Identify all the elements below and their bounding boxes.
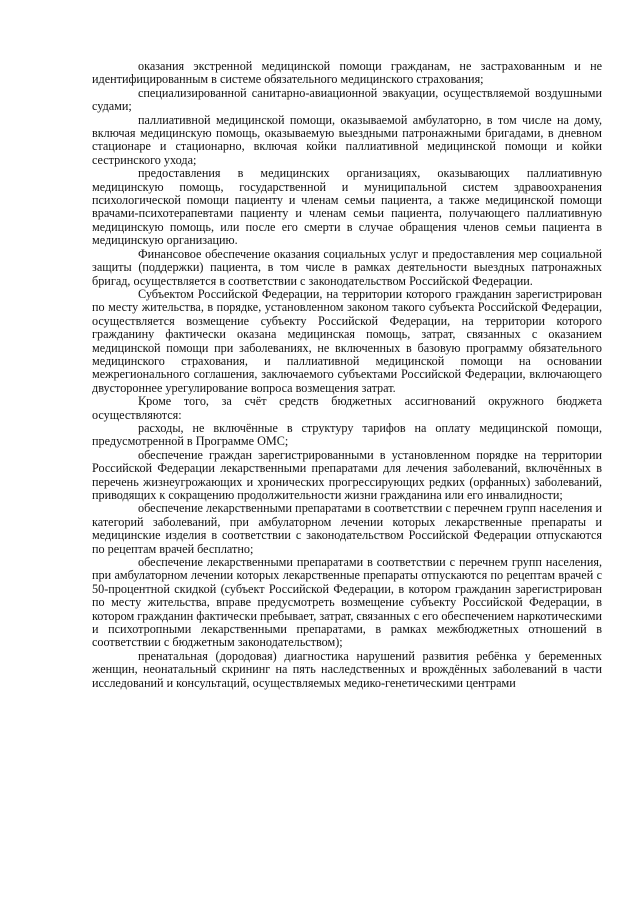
document-page <box>92 60 602 690</box>
paragraph-emergency-care: оказания экстренной медицинской помощи гражданам, не застрахованным и не идентифицированным в системе обязательного медицинского страхования; <box>92 59 602 87</box>
paragraph-prenatal-diagnostics: пренатальная (дородовая) диагностика нарушений развития ребёнка у беременных женщин, неонатальный скрининг на пять наследственных и врождённых заболеваний в части исследований и консультаций, осуществляемых медико-генетическими центрами <box>92 648 602 690</box>
paragraph-psychological-help: предоставления в медицинских организациях, оказывающих паллиативную медицинскую помощь, государственной и муниципальной систем здравоохранения психологической помощи пациенту и членам семьи пациента, а также медицинской помощи врачами-психотерапевтами пациенту и членам семьи пациента, получающего паллиативную медицинскую помощь, или после его смерти в случае обращения членов семьи пациента в медицинскую организацию. <box>92 166 602 248</box>
paragraph-orphan-diseases: обеспечение граждан зарегистрированными в установленном порядке на территории Российской Федерации лекарственными препаратами для лечения заболеваний, включённых в перечень жизнеугрожающих и хронических прогрессирующих редких (орфанных) заболеваний, приводящих к сокращению продолжительности жизни гражданина или его инвалидности; <box>92 447 602 502</box>
paragraph-district-budget-intro: Кроме того, за счёт средств бюджетных ассигнований окружного бюджета осуществляются: <box>92 394 602 422</box>
paragraph-cost-reimbursement: Субъектом Российской Федерации, на территории которого гражданин зарегистрирован по месту жительства, в порядке, установленном законом такого субъекта Российской Федерации, осуществляется возмещение субъекту Российской Федерации, на территории которого гражданину фактически оказана медицинская помощь, затрат, связанных с оказанием медицинской помощи при заболеваниях, не включенных в базовую программу обязательного медицинского страхования, и паллиативной медицинской помощи на основании межрегионального соглашения, заключаемого субъектами Российской Федерации, включающего двустороннее урегулирование вопроса возмещения затрат. <box>92 286 602 395</box>
paragraph-excluded-expenses: расходы, не включённые в структуру тарифов на оплату медицинской помощи, предусмотренной в Программе ОМС; <box>92 420 602 449</box>
paragraph-discounted-medicines: обеспечение лекарственными препаратами в соответствии с перечнем групп населения, при амбулаторном лечении которых лекарственные препараты отпускаются по рецептам врачей с 50-процентной скидкой (субъект Российской Федерации, в котором гражданин зарегистрирован по месту жительства, вправе предусмотреть возмещение субъекту Российской Федерации, в котором гражданин фактически пребывает, затрат, связанных с его обеспечением наркотическими и психотропными лекарственными препаратами, в рамках межбюджетных отношений в соответствии с бюджетным законодательством); <box>92 555 602 650</box>
paragraph-palliative-care: паллиативной медицинской помощи, оказываемой амбулаторно, в том числе на дому, включая медицинскую помощь, оказываемую выездными патронажными бригадами, в дневном стационаре и стационарно, включая койки паллиативной медицинской помощи и койки сестринского ухода; <box>92 112 602 167</box>
paragraph-free-medicines: обеспечение лекарственными препаратами в соответствии с перечнем групп населения и категорий заболеваний, при амбулаторном лечении которых лекарственные препараты и медицинские изделия в соответствии с законодательством Российской Федерации отпускаются по рецептам врачей бесплатно; <box>92 501 602 556</box>
paragraph-air-evacuation: специализированной санитарно-авиационной эвакуации, осуществляемой воздушными судами; <box>92 85 602 114</box>
paragraph-social-services-financing: Финансовое обеспечение оказания социальных услуг и предоставления мер социальной защиты (поддержки) пациента, в том числе в рамках деятельности выездных патронажных бригад, осуществляется в соответствии с законодательством Российской Федерации. <box>92 246 602 288</box>
